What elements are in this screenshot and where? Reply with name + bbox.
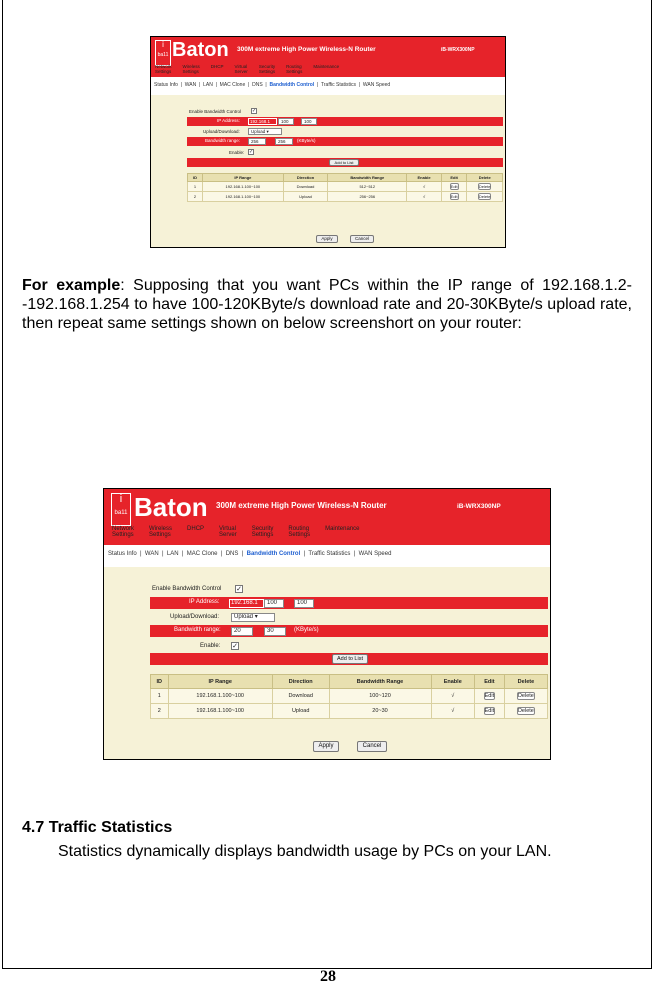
logo-text: Baton — [172, 39, 229, 61]
ip-label: IP Address: — [217, 118, 240, 123]
enable-bw-label: Enable Bandwidth Control — [152, 586, 222, 592]
table-header: ID IP Range Direction Bandwidth Range Enable Edit Delete — [151, 675, 548, 689]
cancel-button[interactable]: Cancel — [350, 235, 374, 243]
range-from-input[interactable]: 20 — [231, 627, 253, 636]
nav-routing-settings[interactable]: Routing Settings — [288, 526, 311, 539]
ip-from-input[interactable]: 100 — [264, 599, 284, 608]
enable-label: Enable: — [229, 150, 245, 155]
chevron-down-icon: ▾ — [254, 614, 258, 620]
ip-to-input[interactable]: 100 — [294, 599, 314, 608]
nav-network-settings[interactable]: Network Settings — [155, 64, 172, 74]
updown-label: Upload/Download: — [203, 129, 240, 134]
range-label: Bandwidth range: — [174, 627, 221, 633]
nav-virtual-server[interactable]: Virtual Server — [219, 526, 237, 539]
router-header — [104, 489, 550, 545]
sub-nav[interactable]: Status Info | WAN | LAN | MAC Clone | DNS | Bandwidth Control | Traffic Statistics | WAN Speed — [151, 79, 505, 91]
logo-letter: i — [162, 40, 164, 49]
logo-badge — [111, 493, 131, 526]
bandwidth-table — [150, 674, 548, 719]
cancel-button[interactable]: Cancel — [357, 741, 387, 752]
router-header — [151, 37, 505, 77]
router-model: iB-WRX300NP — [441, 47, 475, 53]
nav-security-settings[interactable]: Security Settings — [251, 526, 274, 539]
table-row: 1 192.168.1.100~100 Download 100~120 √ Edit Delete — [151, 689, 548, 704]
main-nav — [155, 65, 339, 74]
edit-button[interactable]: Edit — [450, 184, 458, 189]
range-to-input[interactable]: 256 — [275, 138, 293, 145]
edit-button[interactable]: Edit — [484, 708, 495, 714]
subnav-active-tab[interactable]: Bandwidth Control — [269, 82, 315, 88]
router-screenshot-2 — [103, 488, 551, 760]
table-row: 2 192.168.1.100~100 Upload 20~30 √ Edit Delete — [151, 704, 548, 719]
ip-label: IP Address: — [189, 599, 220, 605]
range-unit: (KByte/s) — [297, 138, 316, 143]
ip-prefix: 192.168.1 — [229, 599, 264, 608]
page-number: 28 — [320, 968, 336, 985]
router-tagline: 300M extreme High Power Wireless-N Router — [237, 46, 376, 53]
apply-button[interactable]: Apply — [316, 235, 338, 243]
sub-nav[interactable]: Status Info | WAN | LAN | MAC Clone | DNS | Bandwidth Control | Traffic Statistics | WAN Speed — [104, 547, 550, 561]
subnav-active-tab[interactable]: Bandwidth Control — [246, 551, 301, 557]
ip-prefix: 192.168.1 — [248, 118, 277, 125]
table-row: 1 192.168.1.100~100 Download 512~512 √ Edit Delete — [188, 182, 503, 192]
edit-button[interactable]: Edit — [484, 693, 495, 699]
chevron-down-icon: ▾ — [266, 129, 269, 134]
apply-button[interactable]: Apply — [313, 741, 339, 752]
nav-dhcp[interactable]: DHCP — [187, 526, 205, 532]
nav-network-settings[interactable]: Network Settings — [112, 526, 135, 539]
logo-sub: ba11 — [157, 52, 169, 58]
updown-label: Upload/Download: — [170, 614, 220, 620]
range-to-input[interactable]: 30 — [264, 627, 286, 636]
bandwidth-control-panel — [104, 567, 550, 759]
ip-to-input[interactable]: 100 — [301, 118, 317, 125]
nav-wireless-settings[interactable]: Wireless Settings — [149, 526, 173, 539]
router-model: iB-WRX300NP — [457, 503, 501, 510]
enable-bw-checkbox[interactable]: ✓ — [252, 108, 257, 114]
router-tagline: 300M extreme High Power Wireless-N Router — [216, 501, 387, 510]
enable-checkbox[interactable]: ✓ — [232, 643, 238, 650]
updown-select[interactable]: Upload ▾ — [248, 128, 282, 135]
edit-button[interactable]: Edit — [450, 194, 458, 199]
nav-maintenance[interactable]: Maintenance — [313, 64, 340, 69]
delete-button[interactable]: Delete — [517, 708, 534, 714]
nav-maintenance[interactable]: Maintenance — [325, 526, 360, 532]
enable-label: Enable: — [200, 643, 221, 649]
logo-sub: ba11 — [114, 510, 128, 516]
nav-wireless-settings[interactable]: Wireless Settings — [182, 64, 200, 74]
range-from-input[interactable]: 256 — [248, 138, 266, 145]
updown-select[interactable]: Upload ▾ — [231, 613, 275, 622]
nav-virtual-server[interactable]: Virtual Server — [234, 64, 248, 74]
ip-from-input[interactable]: 100 — [278, 118, 294, 125]
enable-checkbox[interactable]: ✓ — [249, 149, 254, 155]
delete-button[interactable]: Delete — [478, 184, 491, 189]
nav-security-settings[interactable]: Security Settings — [258, 64, 276, 74]
main-nav — [112, 526, 359, 539]
bandwidth-table — [187, 173, 503, 202]
section-heading: 4.7 Traffic Statistics — [22, 819, 173, 836]
nav-routing-settings[interactable]: Routing Settings — [286, 64, 303, 74]
section-description: Statistics dynamically displays bandwidth usage by PCs on your LAN. — [58, 843, 552, 860]
nav-dhcp[interactable]: DHCP — [210, 64, 224, 69]
enable-bw-label: Enable Bandwidth Control — [189, 109, 242, 114]
logo-letter: i — [119, 493, 123, 505]
logo-badge — [155, 40, 171, 66]
add-to-list-button[interactable]: Add to List — [329, 159, 359, 166]
example-lead: For example — [22, 277, 121, 294]
delete-button[interactable]: Delete — [517, 693, 534, 699]
example-text: : Supposing that you want PCs within the IP range of 192.168.1.2--192.168.1.254 to have 100-120KByte/s download rate and 20-30KByte/s upload rate, then repeat same settings shown on below screenshort on your router: — [22, 277, 633, 332]
bandwidth-control-panel — [151, 95, 505, 247]
logo-text: Baton — [134, 492, 208, 522]
enable-bw-checkbox[interactable]: ✓ — [236, 586, 242, 593]
table-row: 2 192.168.1.100~100 Upload 256~256 √ Edit Delete — [188, 192, 503, 202]
example-paragraph — [22, 276, 632, 333]
range-label: Bandwidth range: — [205, 138, 241, 143]
add-to-list-button[interactable]: Add to List — [332, 654, 368, 664]
delete-button[interactable]: Delete — [478, 194, 491, 199]
table-header: ID IP Range Direction Bandwidth Range Enable Edit Delete — [188, 174, 503, 182]
range-unit: (KByte/s) — [294, 627, 319, 633]
router-screenshot-1 — [150, 36, 506, 248]
